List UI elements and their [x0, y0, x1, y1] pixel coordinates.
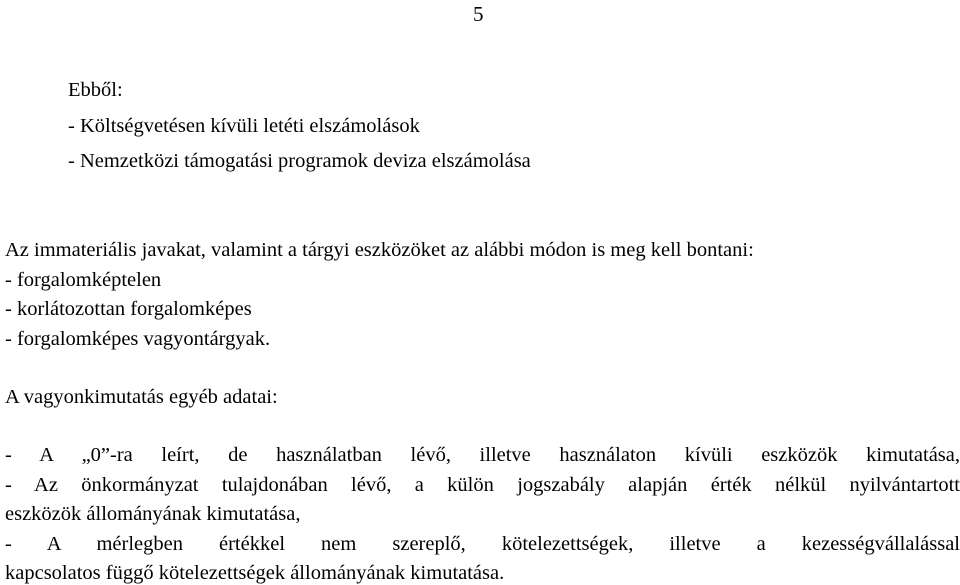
paragraph-line: kapcsolatos függő kötelezettségek állományának kimutatása. [5, 562, 505, 584]
list-item: - Nemzetközi támogatási programok deviza elszámolása [68, 150, 531, 172]
list-item: - forgalomképtelen [5, 269, 162, 291]
paragraph-line: - A „0”-ra leírt, de használatban lévő, illetve használaton kívüli eszközök kimutatása, [5, 444, 960, 466]
paragraph-line: eszközök állományának kimutatása, [5, 503, 301, 525]
paragraph-line: - Az önkormányzat tulajdonában lévő, a külön jogszabály alapján érték nélkül nyilvántartott [5, 474, 960, 496]
section-heading-ebbol: Ebből: [68, 79, 123, 101]
section-heading-vagyonkimutatas: A vagyonkimutatás egyéb adatai: [5, 386, 278, 408]
page-number: 5 [473, 2, 484, 26]
paragraph-intro: Az immateriális javakat, valamint a tárgyi eszközöket az alábbi módon is meg kell bontani: [5, 239, 754, 261]
list-item: - korlátozottan forgalomképes [5, 298, 252, 320]
list-item: - Költségvetésen kívüli letéti elszámolások [68, 115, 420, 137]
list-item: - forgalomképes vagyontárgyak. [5, 328, 271, 350]
paragraph-line: - A mérlegben értékkel nem szereplő, kötelezettségek, illetve a kezességvállalással [5, 533, 960, 555]
